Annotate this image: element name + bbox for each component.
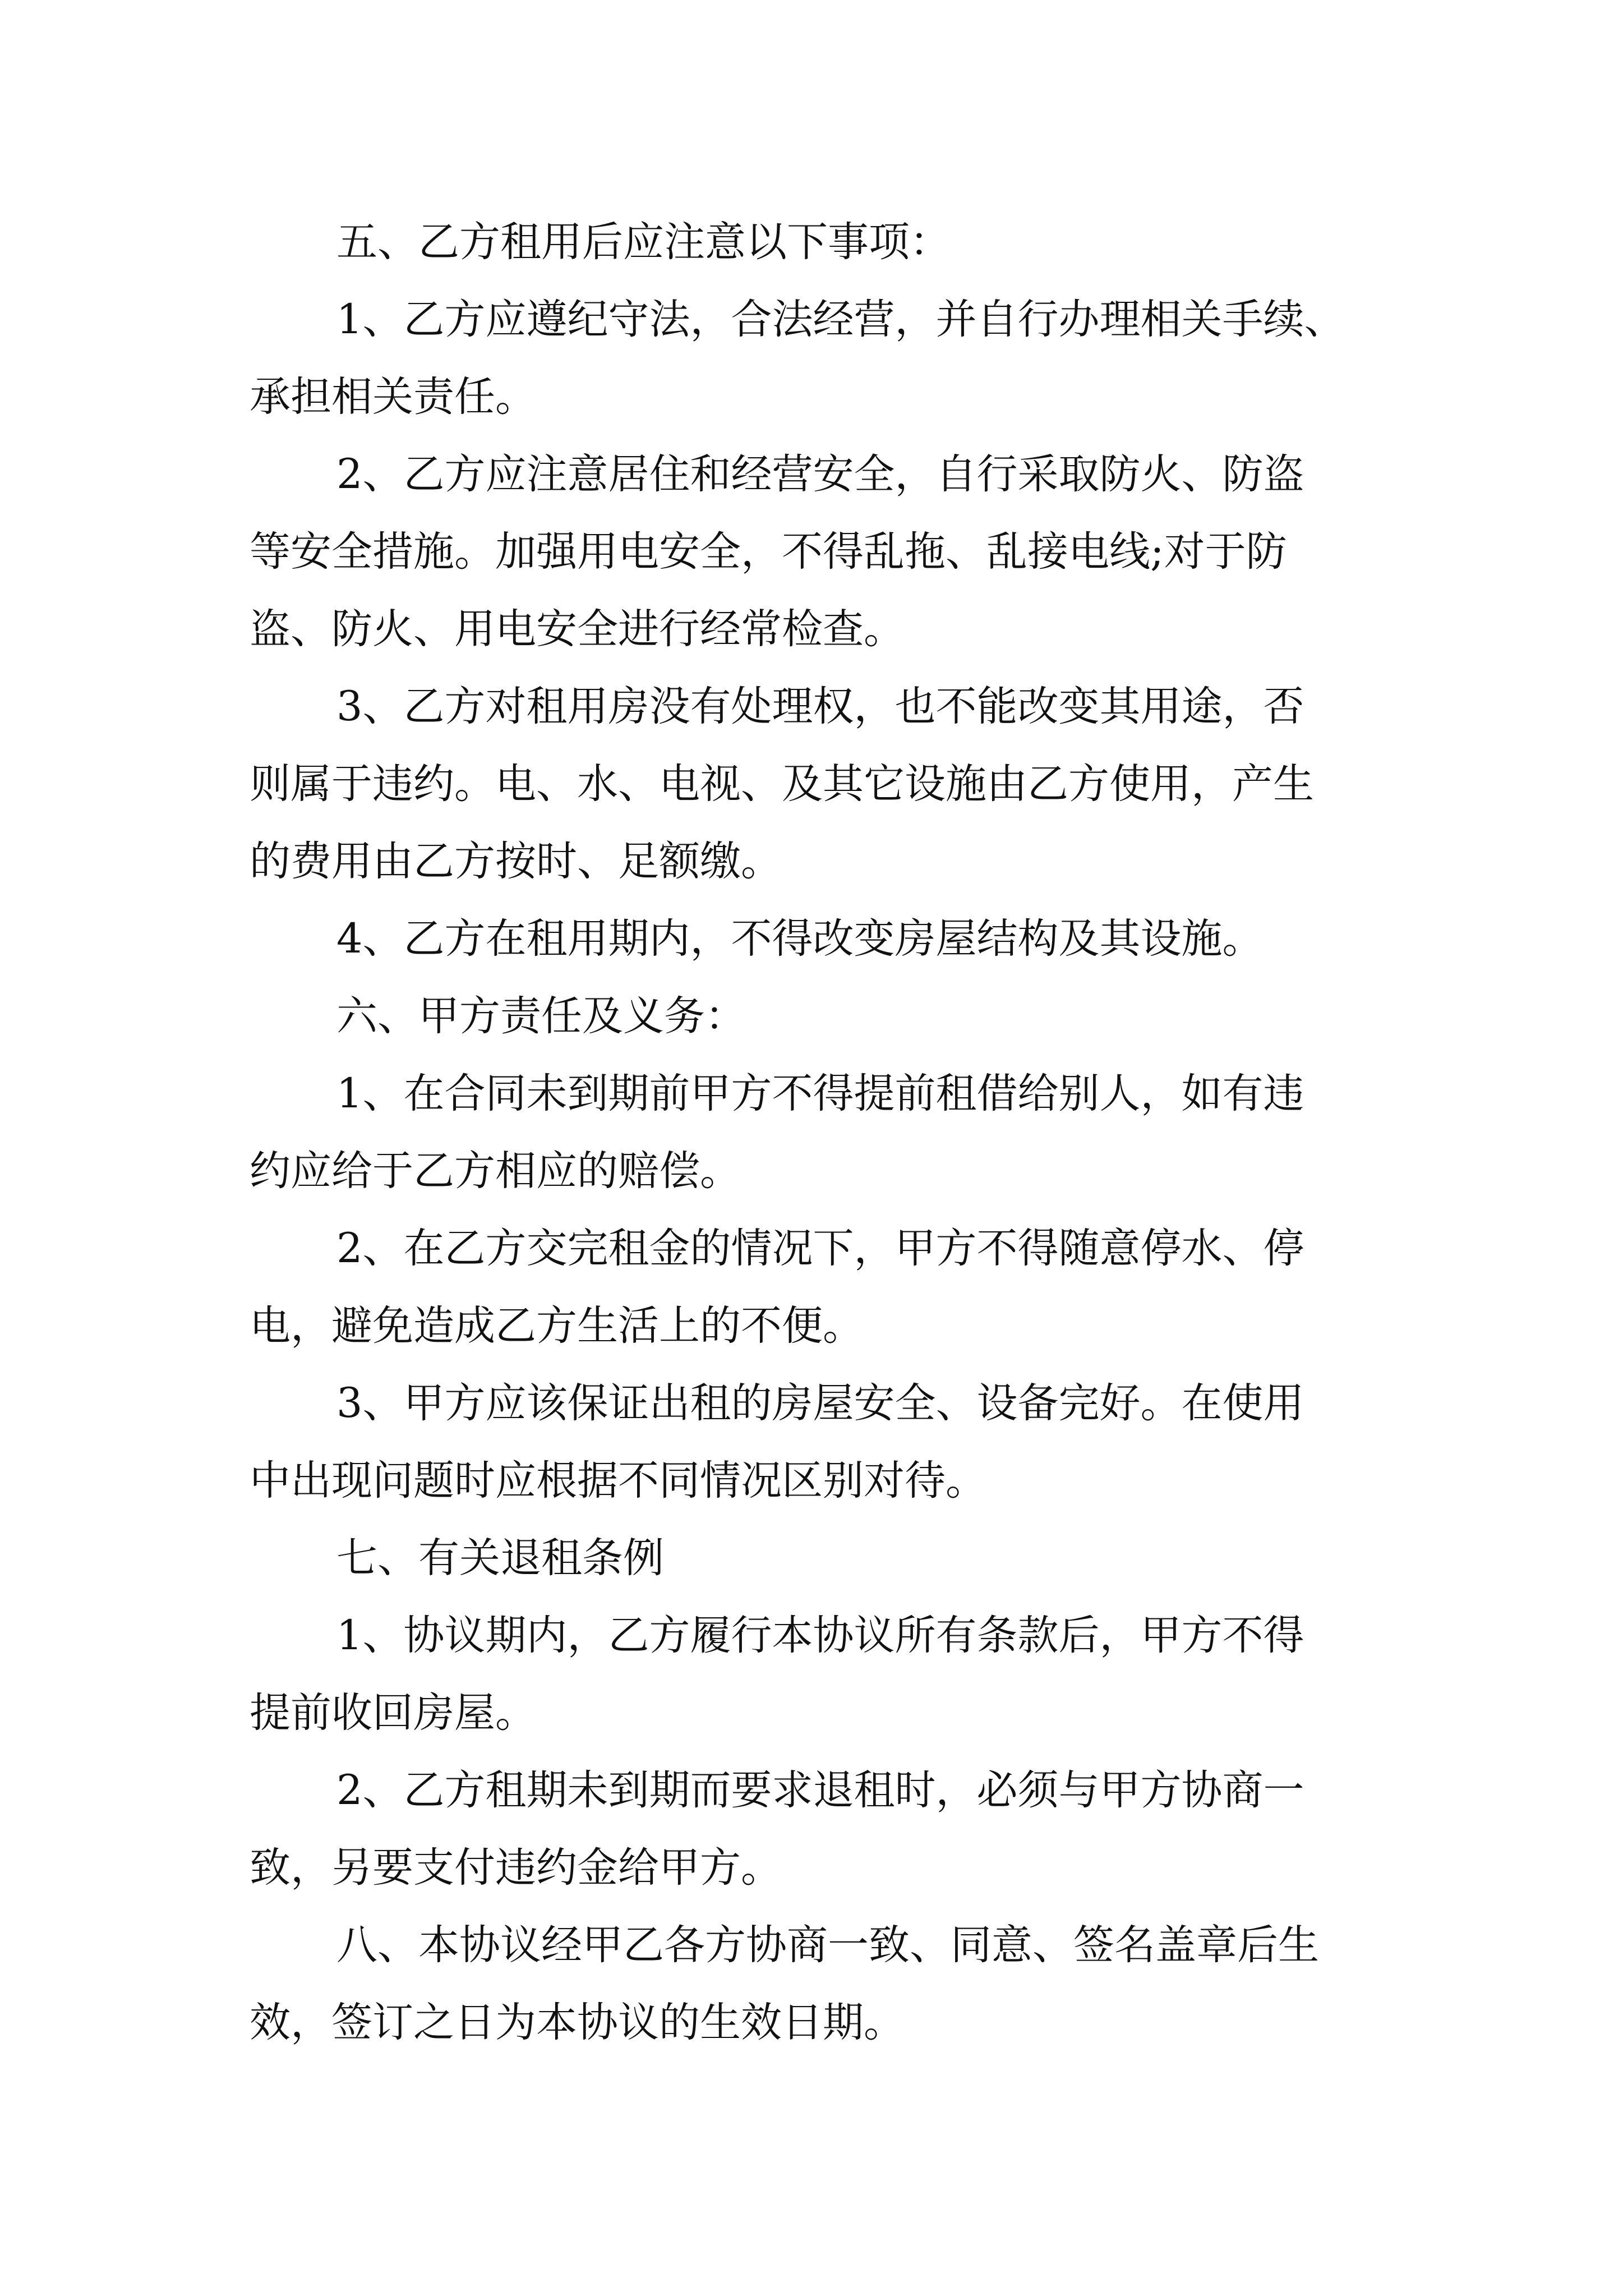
section-heading-eight: 八、本协议经甲乙各方协商一致、同意、签名盖章后生 (336, 1921, 1319, 1969)
paragraph-line: 盗、防火、用电安全进行经常检查。 (250, 605, 905, 653)
paragraph-line: 等安全措施。加强用电安全，不得乱拖、乱接电线;对于防 (250, 528, 1287, 576)
paragraph-line: 电，避免造成乙方生活上的不便。 (250, 1302, 864, 1350)
paragraph-line: 1、协议期内，乙方履行本协议所有条款后，甲方不得 (336, 1612, 1304, 1659)
paragraph-line: 提前收回房屋。 (250, 1689, 536, 1737)
paragraph-line: 1、乙方应遵纪守法，合法经营，并自行办理相关手续、 (336, 296, 1345, 343)
paragraph-line: 中出现问题时应根据不同情况区别对待。 (250, 1457, 986, 1504)
paragraph-line: 效，签订之日为本协议的生效日期。 (250, 1999, 905, 2046)
paragraph-line: 的费用由乙方按时、足额缴。 (250, 838, 782, 885)
section-heading-six: 六、甲方责任及义务： (336, 992, 746, 1040)
paragraph-line: 3、甲方应该保证出租的房屋安全、设备完好。在使用 (336, 1379, 1304, 1427)
paragraph-line: 承担相关责任。 (250, 373, 536, 421)
paragraph-line: 则属于违约。电、水、电视、及其它设施由乙方使用，产生 (250, 760, 1314, 808)
paragraph-line: 致，另要支付违约金给甲方。 (250, 1844, 782, 1892)
paragraph-line: 4、乙方在租用期内，不得改变房屋结构及其设施。 (336, 915, 1264, 963)
paragraph-line: 2、乙方应注意居住和经营安全，自行采取防火、防盗 (336, 450, 1304, 498)
paragraph-line: 3、乙方对租用房没有处理权，也不能改变其用途，否 (336, 683, 1304, 730)
paragraph-line: 2、在乙方交完租金的情况下，甲方不得随意停水、停 (336, 1225, 1304, 1272)
paragraph-line: 约应给于乙方相应的赔偿。 (250, 1147, 741, 1195)
section-heading-five: 五、乙方租用后应注意以下事项： (336, 218, 951, 266)
paragraph-line: 2、乙方租期未到期而要求退租时，必须与甲方协商一 (336, 1766, 1304, 1814)
paragraph-line: 1、在合同未到期前甲方不得提前租借给别人，如有违 (336, 1070, 1304, 1117)
section-heading-seven: 七、有关退租条例 (336, 1534, 664, 1582)
